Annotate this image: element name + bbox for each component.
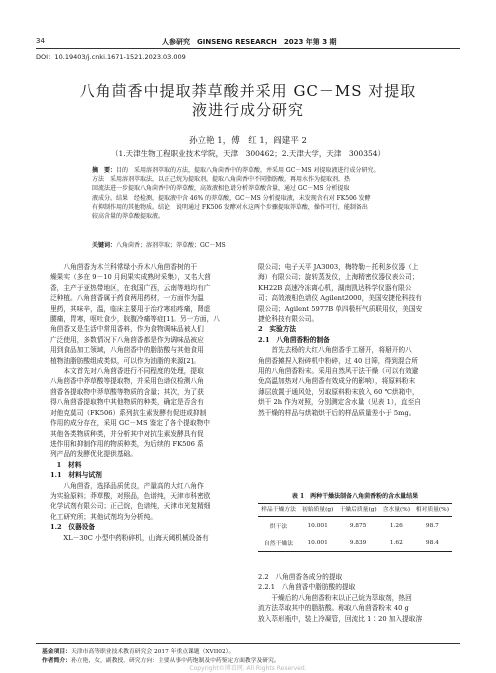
- affiliation: （1.天津生物工程职业技术学院，天津 300462；2.天津大学，天津 300354）: [110, 149, 386, 158]
- body-line: 燥果实（多在 9－10 月间果实成熟时采集），又名大茴: [50, 273, 211, 282]
- header-rule: [36, 48, 460, 49]
- doi: DOI：10.19403/j.cnki.1671-1521.2023.03.009: [36, 53, 186, 61]
- abstract-line: 液成分。结果 经检测，提取液中含 46% 的莽草酸，GC－MS 分析提取液，未发现含有对 FK506 发酵: [92, 194, 371, 202]
- fund-label: 基金项目：: [42, 649, 71, 655]
- table-header-cell: 干燥后质量(g): [336, 504, 380, 517]
- body-line: 干燥后的八角茴香粉末以正己烷为萃取剂，热回: [258, 593, 412, 602]
- body-line: 司；高效液相色谱仪 Agilent2000，美国安捷伦科技有: [258, 294, 422, 303]
- body-line: 泛种植。八角茴香属于药食两用药材，一方面作为温: [50, 294, 204, 303]
- body-line: 首先去杨的大红八角茴香手工掰开，将掰开的八: [258, 346, 412, 355]
- abstract-line: 回流法进一步提取八角茴香中的莽草酸，高效液相色谱分析莽草酸含量，通过 GC－MS 分析提取: [92, 185, 350, 193]
- table-cell: 自然干燥法: [258, 534, 299, 552]
- keywords-text: 八角茴香；溶剂萃取；莽草酸；GC－MS: [116, 242, 226, 249]
- body-line: 广泛使用，多数情况下八角茴香都是作为调味品被应: [50, 335, 204, 344]
- body-line: 香，主产于亚热带地区，在我国广西，云南等地均有广: [50, 283, 211, 292]
- body-line: 得八角茴香提取物中其他物质的种类，确定是否含有: [50, 398, 204, 407]
- body-line: 化工研究所；其他试剂均为分析纯。: [50, 512, 157, 521]
- body-line: 用到食品加工领域，八角茴香中的脂肪酸与其他食用: [50, 346, 204, 355]
- body-line: 免高温加热对八角茴香有效成分的影响），将原料粉末: [258, 377, 416, 386]
- author-label: 作者简介：: [42, 658, 71, 664]
- body-line: 化学试剂有限公司；正己烷，色谱纯，天津市光复精细: [50, 502, 211, 511]
- body-line: 用的八角茴香粉末。采用自然风干法干燥（可以有效避: [258, 367, 419, 376]
- body-line: 八角茴香中莽草酸等提取物，并采用色谱仪检测八角: [50, 377, 204, 386]
- body-line: 列产品的发酵优化提供基础。: [50, 450, 137, 459]
- abstract: [92, 166, 422, 221]
- body-line: 限公司；Agilent 5977B 单四极杆气质联用仪，美国安: [258, 304, 423, 313]
- body-line: 限公司；电子天平 JA3003，梅特勒－托利多仪器（上: [258, 263, 419, 271]
- right-column-lower: [258, 572, 452, 624]
- table-cell: 10.001: [307, 522, 328, 529]
- body-line: 腰痛，胃寒，呕吐食少，脘腹冷痛等症[1]。另一方面，八: [50, 315, 220, 324]
- table-cell: 9.839: [336, 534, 380, 552]
- body-line: 角茴香又是生活中常用香料，作为食物调味品被人们: [50, 325, 204, 334]
- table-header-cell: 相对质量(%): [413, 504, 452, 517]
- body-line: 八角茴香，选择品质优良，产量高的大红八角作: [50, 481, 204, 490]
- body-line: KH22B 高速冷冻离心机，湖南凯达科学仪器有限公: [258, 283, 412, 292]
- keywords-label: 关键词：: [92, 242, 117, 249]
- body-line: XL－30C 小型中药粉碎机，山海天阈机械设备有: [50, 533, 209, 542]
- abstract-line: 方法 采用溶剂萃取法，以正己烷为提取剂，提取八角茴香中不同脂肪酸，再用水作为提取剂，热: [92, 176, 351, 184]
- abstract-line: 摘 要：目的 采用溶剂萃取的方法，提取八角茴香中的莽草酸，并采用 GC－MS 对提取液进行成分研究。: [92, 167, 380, 174]
- authors: 孙立艳 1，傅 红 1，阎建平 2: [189, 136, 307, 146]
- body-line: 里药，其味辛，温，临床主要用于治疗寒疝疼痛，肾虚: [50, 304, 211, 313]
- footnote-rule: [36, 643, 460, 644]
- table-row: [258, 517, 452, 535]
- table-cell: 98.4: [413, 534, 452, 552]
- table-cell: 9.875: [349, 522, 367, 529]
- body-line: 本文首先对八角茴香进行不同程度的处理，提取: [50, 367, 204, 376]
- moisture-table: [258, 503, 452, 552]
- body-line: 为实验原料；莽草酸，对照品，色谱纯，天津市科密欧: [50, 491, 211, 500]
- right-column: [258, 262, 452, 418]
- section-heading: 1 材料: [50, 460, 82, 469]
- journal-name: 人参研究 GINSENG RESEARCH 2023 年第 3 期: [162, 38, 337, 46]
- left-column: [50, 262, 244, 543]
- body-line: 作用的成分存在，采用 GC－MS 鉴定了各个提取物中: [50, 419, 210, 428]
- table-cell: 1.26: [389, 522, 403, 529]
- fund-text: 天津市高等职业技术教育研究会 2017 年重点课题（XVII02）。: [71, 649, 235, 655]
- table-header-cell: 样品干燥方法: [258, 504, 299, 517]
- subsection-heading: 1.1 材料与试剂: [50, 471, 102, 480]
- body-line: 海）有限公司；旋转蒸发仪，上海精密仪器仪表公司；: [258, 273, 419, 282]
- fund-footnote: [42, 646, 234, 655]
- subsection-heading: 1.2 仪器设备: [50, 523, 96, 532]
- body-line: 薄层放置于通风处，另取原料粉末放入 60 ℃烘箱中，: [258, 387, 419, 396]
- page-number: 34: [36, 37, 45, 45]
- body-line: 八角茴香为木兰科常绿小乔木八角茴香树的干: [50, 263, 198, 271]
- abstract-line: 有抑制作用的其他物质。结论 说明通过 FK506 发酵对水这两个步骤提取莽草酸，操作可行，能制备出: [92, 203, 368, 211]
- table-cell: 10.001: [299, 534, 336, 552]
- abstract-line: 较高含量的莽草酸提取液。: [92, 213, 165, 221]
- body-line: 进作用和抑制作用的物质种类，为后续的 FK506 系: [50, 439, 204, 448]
- table-caption: 表 1 两种干燥法制备八角茴香粉的含水量结果: [291, 493, 419, 500]
- body-line: 放入萃形瓶中，装上冷凝管，回流比 1∶20 加入提取溶: [258, 614, 423, 623]
- copyright-watermark: Copyright©博看网. All Rights Reserved.: [189, 665, 307, 672]
- table-cell: 烘干法: [269, 524, 288, 530]
- subsection-heading: 2.2.1 八角茴香中脂肪酸的提取: [258, 583, 356, 592]
- section-heading: 2 实验方法: [258, 325, 297, 334]
- body-line: 茴香各提取物中莽草酸等物质的含量；其次，为了获: [50, 387, 204, 396]
- subsection-heading: 2.2 八角茴香各成分的提取: [258, 573, 343, 581]
- subsection-heading: 2.1 八角茴香粉的制备: [258, 335, 330, 344]
- keywords: [92, 240, 422, 249]
- running-header: [36, 37, 460, 47]
- table-cell: 1.62: [380, 534, 413, 552]
- body-line: 植物油脂肪酸组成类似，可以作为油脂的来源[2]。: [50, 356, 200, 365]
- table-header-cell: 含水量(%): [380, 504, 413, 517]
- body-line: 烘干 2h 作为对照，分别测定含水量（见表 1），直至自: [258, 398, 421, 407]
- table-cell: 98.7: [425, 522, 439, 529]
- body-line: 对他克莫司（FK506）系列抗生素发酵有促进或抑制: [50, 408, 207, 417]
- body-line: 然干燥的样品与烘箱烘干后的样品质量差小于 5mg。: [258, 408, 416, 417]
- title-line-1: 八角茴香中提取莽草酸并采用 GC－MS 对提取: [79, 82, 417, 100]
- author-text: 孙立艳，女，副教授，研究方向：主要从事中药饱制及中药鉴定方面教学及研究。: [71, 658, 280, 664]
- table-row: [258, 534, 452, 552]
- body-line: 角茴香摊捏入粉碎机中粉碎，过 40 目筛，得到混合所: [258, 356, 418, 365]
- title-line-2: 液进行成分研究: [191, 101, 304, 119]
- table-header-row: [258, 504, 452, 517]
- body-line: 其他各类物质种类，并分析其中对抗生素发酵具有促: [50, 429, 204, 438]
- body-line: 流方法萃取其中的脂肪酸。称取八角茴香粉末 40 g: [258, 604, 409, 613]
- table-header-cell: 初始质量(g): [299, 504, 336, 517]
- body-line: 捷伦科技有限公司。: [258, 315, 319, 324]
- abstract-label: 摘 要：: [92, 167, 117, 174]
